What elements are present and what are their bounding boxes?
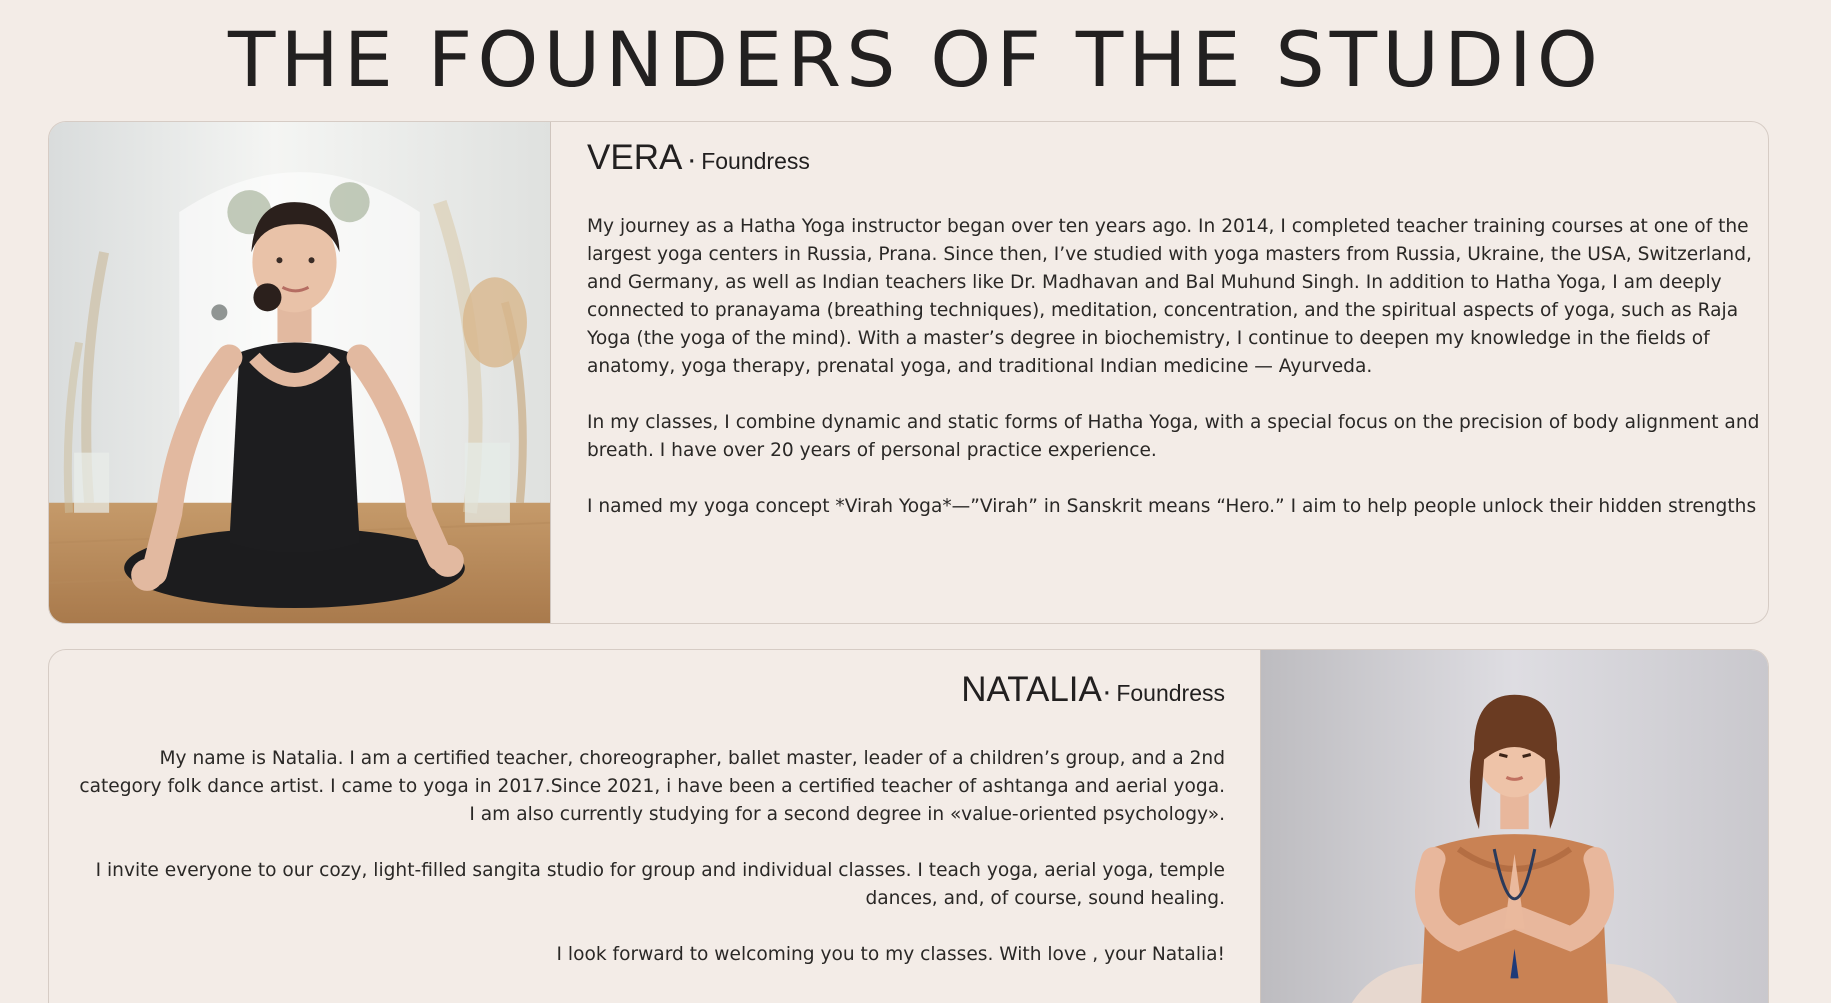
vera-name: VERA xyxy=(587,138,683,177)
natalia-paragraph-3: I look forward to welcoming you to my classes. With love , your Natalia! xyxy=(556,944,1225,965)
natalia-name: NATALIA xyxy=(961,670,1102,709)
vera-role: Foundress xyxy=(701,148,810,174)
natalia-paragraph-2: I invite everyone to our cozy, light-filled sangita studio for group and individual classes. I teach yoga, aerial yoga, temple dances, and, of course, sound healing. xyxy=(95,860,1225,909)
vera-paragraph-1: My journey as a Hatha Yoga instructor began over ten years ago. In 2014, I completed teacher training courses at one of the largest yoga centers in Russia, Prana. Since then, I’ve studied with yoga masters from Russia, Ukraine, the USA, Switzerland, and Germany, as well as Indian teachers like Dr. Madhavan and Bal Muhund Singh. In addition to Hatha Yoga, I am deeply connected to pranayama (breathing techniques), meditation, concentration, and the spiritual aspects of yoga, such as Raja Yoga (the yoga of the mind). With a master’s degree in biochemistry, I continue to deepen my knowledge in the fields of anatomy, yoga therapy, prenatal yoga, and traditional Indian medicine — Ayurveda. xyxy=(587,216,1752,377)
natalia-role: Foundress xyxy=(1116,680,1225,706)
founder-card-natalia xyxy=(48,649,1769,1003)
vera-photo xyxy=(49,122,551,623)
natalia-separator: · xyxy=(1101,675,1112,708)
natalia-photo-illustration xyxy=(1261,650,1768,1003)
vera-paragraph-2: In my classes, I combine dynamic and static forms of Hatha Yoga, with a special focus on the precision of body alignment and breath. I have over 20 years of personal practice experience. xyxy=(587,412,1760,461)
vera-heading xyxy=(587,136,1769,187)
vera-photo-illustration xyxy=(49,122,550,623)
founder-card-vera xyxy=(48,121,1769,624)
vera-separator: · xyxy=(686,143,697,176)
natalia-bio xyxy=(79,668,1225,997)
natalia-photo xyxy=(1260,650,1768,1003)
natalia-heading xyxy=(79,668,1225,719)
natalia-paragraph-1: My name is Natalia. I am a certified teacher, choreographer, ballet master, leader of a children’s group, and a 2nd category folk dance artist. I came to yoga in 2017.Since 2021, i have been a certified teacher of ashtanga and aerial yoga. I am also currently studying for a second degree in «value-oriented psychology». xyxy=(79,748,1225,825)
vera-bio xyxy=(587,136,1769,549)
page-title: THE FOUNDERS OF THE STUDIO xyxy=(228,15,1603,104)
vera-paragraph-3: I named my yoga concept *Virah Yoga*—”Virah” in Sanskrit means “Hero.” I aim to help people unlock their hidden strengths xyxy=(587,496,1757,517)
